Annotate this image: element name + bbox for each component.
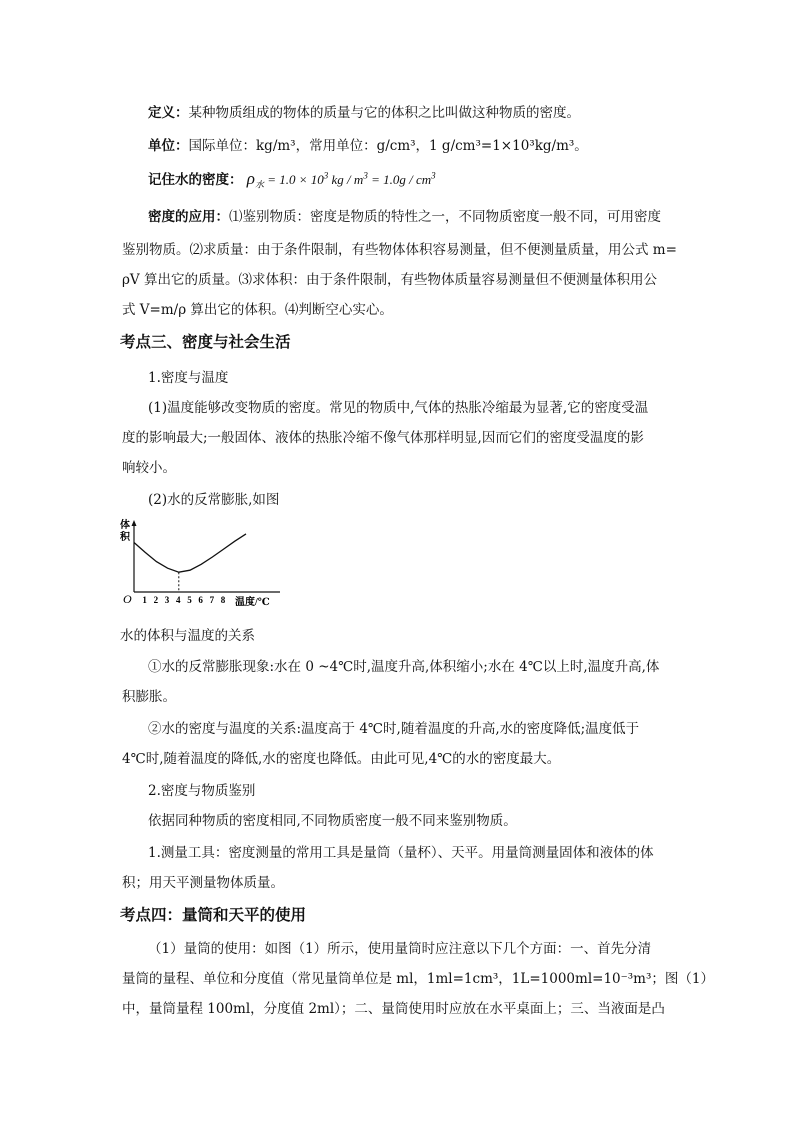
temperature-para-line-1: (1)温度能够改变物质的密度。常见的物质中,气体的热胀冷缩最为显著,它的密度受温 xyxy=(148,400,649,416)
unit-line xyxy=(148,134,588,154)
formula-part-2: kg / m xyxy=(328,172,364,187)
x-tick-label-5: 5 xyxy=(187,595,192,605)
x-tick-label-4: 4 xyxy=(176,595,181,605)
x-tick-label-7: 7 xyxy=(209,595,215,605)
rho-symbol: ρ xyxy=(246,169,255,188)
application-label: 密度的应用： xyxy=(148,209,229,225)
y-axis-arrow xyxy=(132,520,137,526)
water-density-line xyxy=(148,168,436,191)
formula-part-3: = 1.0g / cm xyxy=(367,172,432,187)
unit-label: 单位： xyxy=(148,138,189,154)
temperature-para-line-2: 度的影响最大;一般固体、液体的热胀冷缩不像气体那样明显,因而它们的密度受温度的影 xyxy=(122,430,644,446)
volume-curve xyxy=(134,534,246,572)
anomaly-item-2-line-2: 4℃时,随着温度的降低,水的密度也降低。由此可见,4℃的水的密度最大。 xyxy=(122,751,561,767)
water-density-formula xyxy=(246,169,436,190)
unit-text: 国际单位：kg/m³，常用单位：g/cm³，1 g/cm³=1×10³kg/m³。 xyxy=(188,138,588,154)
x-tick-label-6: 6 xyxy=(198,595,203,605)
formula-part-1: = 1.0 × 10 xyxy=(263,172,324,187)
cylinder-line-2: 量筒的量程、单位和分度值（常见量筒单位是 ml，1ml=1cm³，1L=1000ml=10⁻³m³；图（1） xyxy=(122,971,714,987)
section-heading-3: 考点三、密度与社会生活 xyxy=(120,333,291,351)
water-density-label: 记住水的密度： xyxy=(148,172,243,188)
application-text-1: ⑴鉴别物质：密度是物质的特性之一，不同物质密度一般不同，可用密度 xyxy=(229,209,661,225)
formula-exp-2: 3 xyxy=(363,170,368,181)
cylinder-line-3: 中，量筒量程 100ml，分度值 2ml）；二、量筒使用时应放在水平桌面上；三、当液面是凸 xyxy=(122,1001,665,1017)
x-tick-label-3: 3 xyxy=(164,595,170,605)
y-axis-label-2: 积 xyxy=(120,532,130,543)
anomaly-title: (2)水的反常膨胀,如图 xyxy=(148,492,280,508)
origin-label: O xyxy=(123,592,132,606)
section-heading-4: 考点四：量筒和天平的使用 xyxy=(120,906,307,924)
cylinder-line-1: （1）量筒的使用：如图（1）所示，使用量筒时应注意以下几个方面：一、首先分清 xyxy=(148,941,652,957)
rho-subscript: 水 xyxy=(254,179,264,190)
x-tick-label-1: 1 xyxy=(142,595,147,605)
formula-exp-3: 3 xyxy=(431,170,436,181)
formula-exp-1: 3 xyxy=(323,170,329,181)
x-tick-label-8: 8 xyxy=(220,595,226,605)
definition-label: 定义： xyxy=(148,105,189,121)
x-tick-label-2: 2 xyxy=(153,595,159,605)
application-line-1 xyxy=(148,205,661,225)
tools-line-2: 积；用天平测量物体质量。 xyxy=(122,875,284,891)
anomaly-item-2-line-1: ②水的密度与温度的关系:温度高于 4℃时,随着温度的升高,水的密度降低;温度低于 xyxy=(148,721,640,737)
definition-text: 某种物质组成的物体的质量与它的体积之比叫做这种物质的密度。 xyxy=(188,105,580,121)
anomaly-item-1-line-2: 积膨胀。 xyxy=(122,689,176,705)
x-axis-label: 温度/℃ xyxy=(235,597,270,608)
application-line-3: ρV 算出它的质量。⑶求体积：由于条件限制，有些物体质量容易测量但不便测量体积用公 xyxy=(122,272,657,288)
application-line-4: 式 V=m/ρ 算出它的体积。⑷判断空心实心。 xyxy=(122,302,393,318)
water-volume-temperature-chart xyxy=(118,518,288,610)
anomaly-item-1-line-1: ①水的反常膨胀现象:水在 0 ~4℃时,温度升高,体积缩小;水在 4℃以上时,温度升高,体 xyxy=(148,659,660,675)
identification-text: 依据同种物质的密度相同,不同物质密度一般不同来鉴别物质。 xyxy=(148,813,517,829)
subsection-density-temperature: 1.密度与温度 xyxy=(148,370,229,386)
subsection-density-identification: 2.密度与物质鉴别 xyxy=(148,783,256,799)
y-axis-label-1: 体 xyxy=(120,520,130,531)
tools-line-1: 1.测量工具：密度测量的常用工具是量筒（量杯）、天平。用量筒测量固体和液体的体 xyxy=(148,845,654,861)
definition-line xyxy=(148,101,580,121)
temperature-para-line-3: 响较小。 xyxy=(122,460,176,476)
chart-caption: 水的体积与温度的关系 xyxy=(120,628,255,644)
application-line-2: 鉴别物质。⑵求质量：由于条件限制，有些物体体积容易测量，但不便测量质量，用公式 m= xyxy=(122,242,677,258)
